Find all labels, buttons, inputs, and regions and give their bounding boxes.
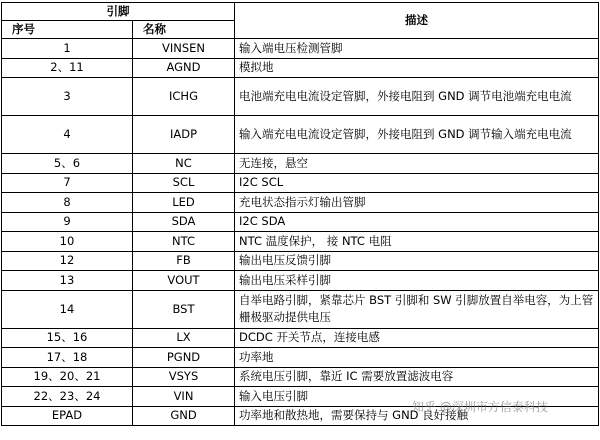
table-row — [2, 116, 599, 154]
pin-name-cell: GND — [133, 406, 235, 426]
pin-name-cell: SDA — [133, 212, 235, 232]
pin-name-cell: NTC — [133, 232, 235, 252]
pin-name-cell: VIN — [133, 387, 235, 407]
pin-number-cell: 10 — [2, 232, 133, 252]
pin-desc-cell: 输出电压反馈引脚 — [235, 251, 599, 271]
pin-name-cell: LED — [133, 193, 235, 213]
pin-name-cell: VSYS — [133, 367, 235, 387]
pin-number-cell: 2、11 — [2, 58, 133, 78]
pin-number-cell: 1 — [2, 39, 133, 59]
pin-desc-cell: 输入端充电电流设定管脚，外接电阻到 GND 调节输入端充电电流 — [235, 116, 599, 154]
table-row — [2, 39, 599, 59]
pin-number-cell: 3 — [2, 78, 133, 116]
pin-number-cell: 4 — [2, 116, 133, 154]
pin-name-cell: FB — [133, 251, 235, 271]
pin-desc-cell: 电池端充电电流设定管脚，外接电阻到 GND 调节电池端充电电流 — [235, 78, 599, 116]
pin-number-cell: 22、23、24 — [2, 387, 133, 407]
table-row — [2, 58, 599, 78]
table-row — [2, 290, 599, 328]
pin-name-cell: IADP — [133, 116, 235, 154]
pin-number-cell: 19、20、21 — [2, 367, 133, 387]
pin-name-cell: NC — [133, 154, 235, 174]
table-row — [2, 348, 599, 368]
pin-desc-cell: 系统电压引脚，靠近 IC 需要放置滤波电容 — [235, 367, 599, 387]
pin-number-cell: 17、18 — [2, 348, 133, 368]
pin-name-cell: VOUT — [133, 271, 235, 291]
pin-number-cell: EPAD — [2, 406, 133, 426]
pin-desc-cell: 输出电压采样引脚 — [235, 271, 599, 291]
table-row — [2, 78, 599, 116]
pin-desc-cell: 输入电压引脚 — [235, 387, 599, 407]
pin-number-cell: 9 — [2, 212, 133, 232]
pin-desc-cell: 功率地 — [235, 348, 599, 368]
pin-number-cell: 8 — [2, 193, 133, 213]
table-row — [2, 251, 599, 271]
table-row — [2, 193, 599, 213]
watermark-text: 知乎 @深圳市方信泰科技 — [412, 400, 548, 414]
pin-name-cell: PGND — [133, 348, 235, 368]
table-row — [2, 328, 599, 348]
pin-desc-cell: 模拟地 — [235, 58, 599, 78]
pin-desc-cell: 自举电路引脚，紧靠芯片 BST 引脚和 SW 引脚放置自举电容，为上管栅极驱动提供电压 — [235, 290, 599, 328]
pin-name-cell: SCL — [133, 173, 235, 193]
pin-desc-cell: 功率地和散热地，需要保持与 GND 良好接触 — [235, 406, 599, 426]
pin-table — [1, 2, 599, 426]
pin-name-cell: LX — [133, 328, 235, 348]
desc-header: 描述 — [235, 3, 599, 39]
pin-desc-cell: 充电状态指示灯输出管脚 — [235, 193, 599, 213]
pin-desc-cell: I2C SDA — [235, 212, 599, 232]
number-header: 序号 — [2, 21, 133, 39]
pin-number-cell: 14 — [2, 290, 133, 328]
watermark — [412, 398, 548, 415]
pin-desc-cell: DCDC 开关节点，连接电感 — [235, 328, 599, 348]
pin-group-header: 引脚 — [2, 3, 235, 21]
pin-desc-cell: 输入端电压检测管脚 — [235, 39, 599, 59]
pin-name-cell: AGND — [133, 58, 235, 78]
pin-number-cell: 15、16 — [2, 328, 133, 348]
pin-number-cell: 7 — [2, 173, 133, 193]
name-header: 名称 — [133, 21, 235, 39]
pin-name-cell: BST — [133, 290, 235, 328]
pin-number-cell: 5、6 — [2, 154, 133, 174]
pin-desc-cell: 无连接，悬空 — [235, 154, 599, 174]
table-row — [2, 212, 599, 232]
pin-desc-cell: NTC 温度保护， 接 NTC 电阻 — [235, 232, 599, 252]
table-row — [2, 271, 599, 291]
table-row — [2, 173, 599, 193]
table-row — [2, 232, 599, 252]
pin-number-cell: 13 — [2, 271, 133, 291]
pin-name-cell: ICHG — [133, 78, 235, 116]
pin-number-cell: 12 — [2, 251, 133, 271]
table-row — [2, 367, 599, 387]
pin-name-cell: VINSEN — [133, 39, 235, 59]
pin-desc-cell: I2C SCL — [235, 173, 599, 193]
table-row — [2, 154, 599, 174]
